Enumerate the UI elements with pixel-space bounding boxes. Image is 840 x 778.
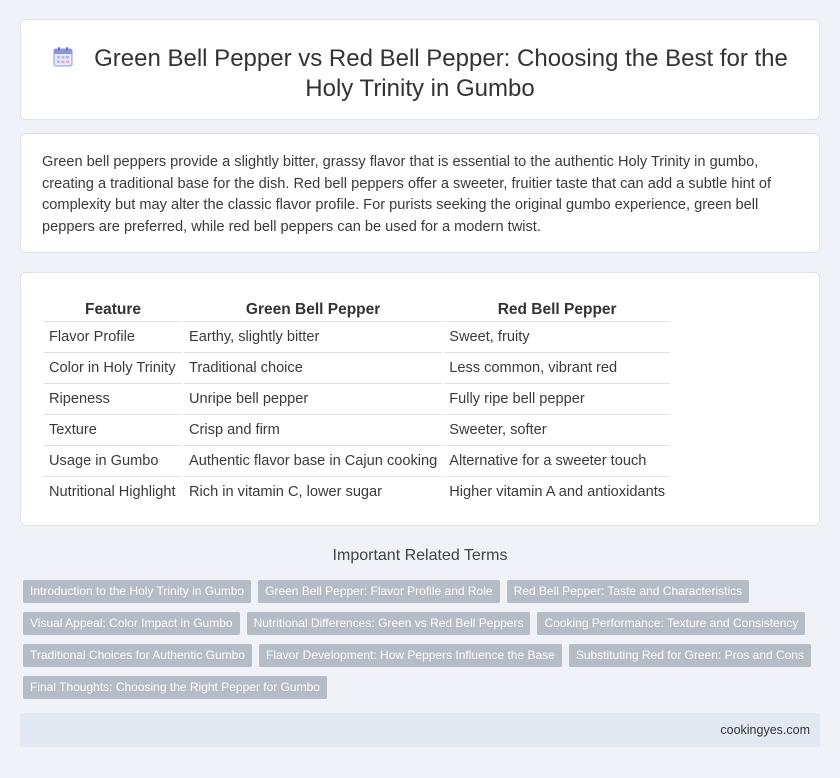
table-row xyxy=(44,321,670,352)
feature-cell: Texture xyxy=(44,414,182,445)
green-cell: Earthy, slightly bitter xyxy=(184,321,442,352)
feature-cell: Flavor Profile xyxy=(44,321,182,352)
related-terms-heading: Important Related Terms xyxy=(332,547,508,564)
page-title: Green Bell Pepper vs Red Bell Pepper: Choosing the Best for the Holy Trinity in Gumbo xyxy=(94,45,788,102)
related-term-tag[interactable]: Red Bell Pepper: Taste and Characteristics xyxy=(507,580,750,603)
red-cell: Sweet, fruity xyxy=(444,321,670,352)
related-term-tag[interactable]: Introduction to the Holy Trinity in Gumbo xyxy=(23,580,251,603)
green-cell: Crisp and firm xyxy=(184,414,442,445)
red-cell: Alternative for a sweeter touch xyxy=(444,445,670,476)
related-term-tag[interactable]: Traditional Choices for Authentic Gumbo xyxy=(23,644,252,667)
red-cell: Fully ripe bell pepper xyxy=(444,383,670,414)
red-cell: Sweeter, softer xyxy=(444,414,670,445)
related-term-tag[interactable]: Visual Appeal: Color Impact in Gumbo xyxy=(23,612,240,635)
related-term-tag[interactable]: Nutritional Differences: Green vs Red Bell Peppers xyxy=(247,612,531,635)
green-cell: Unripe bell pepper xyxy=(184,383,442,414)
page-title-row xyxy=(21,44,819,104)
footer xyxy=(20,713,820,747)
footer-site-link[interactable]: cookingyes.com xyxy=(720,723,810,737)
related-term-tag[interactable]: Flavor Development: How Peppers Influence the Base xyxy=(259,644,562,667)
related-terms-list xyxy=(23,580,823,708)
comparison-card xyxy=(20,272,820,526)
intro-card xyxy=(20,133,820,253)
green-cell: Rich in vitamin C, lower sugar xyxy=(184,476,442,507)
related-term-tag[interactable]: Cooking Performance: Texture and Consistency xyxy=(537,612,805,635)
related-term-tag[interactable]: Substituting Red for Green: Pros and Cons xyxy=(569,644,811,667)
table-row xyxy=(44,383,670,414)
header-green-bell-pepper: Green Bell Pepper xyxy=(245,301,381,318)
red-cell: Less common, vibrant red xyxy=(444,352,670,383)
feature-cell: Usage in Gumbo xyxy=(44,445,182,476)
header-card xyxy=(20,19,820,120)
related-term-tag[interactable]: Final Thoughts: Choosing the Right Pepper for Gumbo xyxy=(23,676,327,699)
green-cell: Traditional choice xyxy=(184,352,442,383)
table-header-row xyxy=(44,295,670,321)
table-row xyxy=(44,476,670,507)
header-feature: Feature xyxy=(85,301,141,318)
feature-cell: Color in Holy Trinity xyxy=(44,352,182,383)
table-row xyxy=(44,445,670,476)
feature-cell: Nutritional Highlight xyxy=(44,476,182,507)
intro-paragraph: Green bell peppers provide a slightly bitter, grassy flavor that is essential to the authentic Holy Trinity in gumbo, creating a traditional base for the dish. Red bell peppers offer a sweeter, fruitier taste that can add a subtle hint of complexity but may alter the classic flavor profile. For purists seeking the original gumbo experience, green bell peppers are preferred, while red bell peppers can be used for a modern twist. xyxy=(42,154,772,235)
green-cell: Authentic flavor base in Cajun cooking xyxy=(184,445,442,476)
header-red-bell-pepper: Red Bell Pepper xyxy=(497,301,617,318)
feature-cell: Ripeness xyxy=(44,383,182,414)
table-row xyxy=(44,352,670,383)
red-cell: Higher vitamin A and antioxidants xyxy=(444,476,670,507)
comparison-table xyxy=(42,295,672,507)
related-term-tag[interactable]: Green Bell Pepper: Flavor Profile and Role xyxy=(258,580,499,603)
calendar-icon xyxy=(52,46,74,68)
table-row xyxy=(44,414,670,445)
